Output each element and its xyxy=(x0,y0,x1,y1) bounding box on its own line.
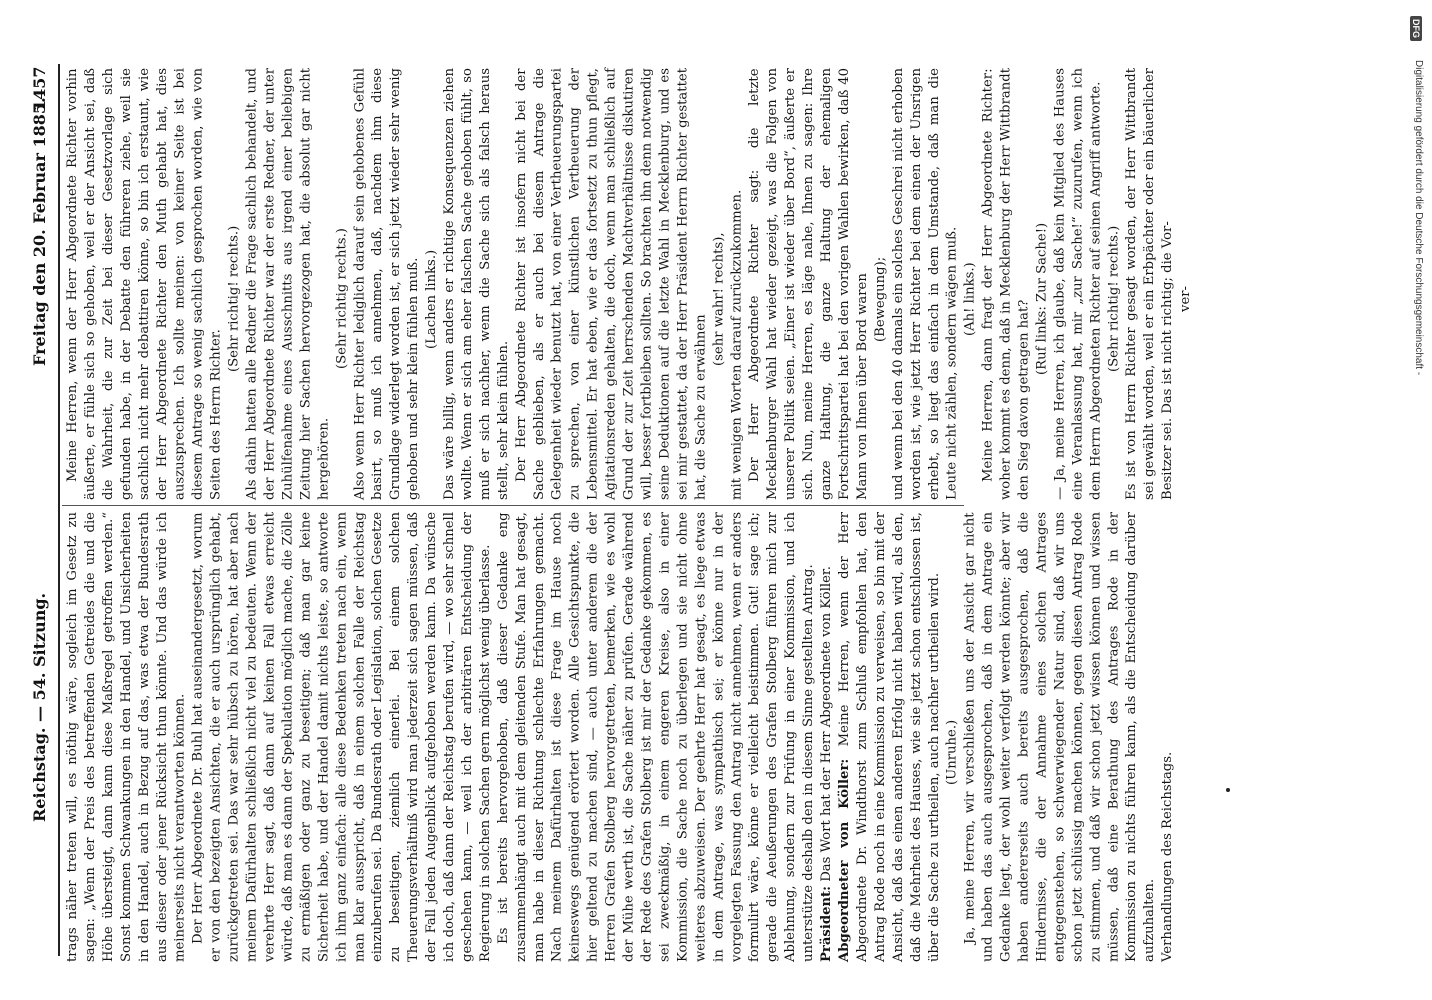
paragraph-text: Das wäre billig, wenn anders er richtige Konsequenzen ziehen wollte. Wenn er sich am eher falschen Sache gehoben fühlt, so muß er sich nachher, wenn die Sache sich als falsch heraus stellt, sehr klein fühlen. xyxy=(442,68,511,500)
paragraph-text: (Unruhe.) xyxy=(944,719,960,785)
paragraph xyxy=(1123,68,1177,500)
paragraph xyxy=(64,68,226,500)
paragraph-text: (Lachen links.) xyxy=(424,249,440,349)
paragraph-text: Verhandlungen des Reichstags. xyxy=(1160,751,1176,962)
paragraph-text: ver- xyxy=(1178,286,1194,313)
paragraph-text: (sehr wahr! rechts), xyxy=(711,232,727,366)
paragraph-text: Der Herr Abgeordnete Richter ist insofern nicht bei der Sache geblieben, als er auch bei diesem Antrage die Gelegenheit wieder benutzt hat, von einer Vertheuerungspartei zu sprechen, von einer künstlichen Vertheuerung der Lebensmittel. Er hat eben, wie er das fortsetzt zu thun pflegt, Agitationsreden gehalten, die doch, wenn man schließlich auf Grund der zur Zeit herrschenden Machtverhältnisse diskutiren will, besser fortbleiben sollten. So brachten ihn denn notwendig seine Deduktionen auf die letzte Wahl in Mecklenburg, und es sei mir gestattet, da der Herr Präsident Herrn Richter gestattet hat, die Sache zu erwähnen xyxy=(513,68,709,500)
speaker-name: Präsident: xyxy=(819,885,835,962)
paragraph-text: Der Herr Abgeordnete Richter sagt: die letzte Mecklenburger Wahl hat wieder gezeigt, was die Folgen von unserer Politik seien. „Einer ist wieder über Bord“, äußerte er sich. Nun, meine Herren, es läge nahe, Ihnen zu sagen: Ihre ganze Haltung, die ganze Haltung der ehemaligen Fortschrittspartei hat bei den vorigen Wahlen bewirken, daß 40 Mann von Ihnen über Bord waren xyxy=(747,68,870,500)
paragraph-text: (Sehr richtig! rechts.) xyxy=(226,225,242,373)
paragraph xyxy=(190,512,495,962)
interjection xyxy=(1033,68,1051,500)
paragraph-text: trags näher treten will, es nöthig wäre, sogleich im Gesetz zu sagen: „Wenn der Preis des betreffenden Getreides die und die Höhe übersteigt, dann kann diese Maßregel getroffen werden.“ Sonst kommen Schwankungen in den Handel, und Unsicherheiten in den Handel, auch in Bezug auf das, was etwa der Bundesrath aus dieser oder jener Rücksicht thun könnte. Und das würde ich meinerseits nicht verantworten können. xyxy=(65,512,188,962)
paragraph xyxy=(746,68,872,500)
speaker-paragraph xyxy=(836,512,944,962)
paragraph-text: Das Wort hat der Herr Abgeordnete von Köller. xyxy=(819,566,835,886)
ink-speck xyxy=(1226,788,1230,792)
paragraph-text: Meine Herren, dann fragt der Herr Abgeordnete Richter: woher kommt es denn, daß in Mecklenburg der Herr Wittbrandt den Sieg davon getragen hat? xyxy=(980,68,1032,500)
paragraph xyxy=(980,68,1034,500)
paragraph-text: Der Herr Abgeordnete Dr. Buhl hat auseinandergesetzt, worum er von den bezeigten Ansichten, die er auch ursprünglich gehabt, zurückgetreten sei. Das war sehr hübsch zu hören, hat aber nach meinem Dafürhalten schließlich nicht viel zu bedeuten. Wenn der verehrte Herr sagt, daß dann auf keinen Fall etwas erreicht würde, daß man es dann der Spekulation möglich mache, die Zölle zu ermäßigen oder ganz zu beseitigen; daß man gar keine Sicherheit habe, und der Handel damit nichts leiste, so antworte ich ihm ganz einfach: alle diese Bedenken treten nach ein, wenn man klar ausspricht, daß in einem solchen Falle der Reichstag einzuberufen sei. Da Bundesrath oder Legislation, solchen Gesetze zu beseitigen, ziemlich einerlei. Bei einem solchen Theuerungsverhältniß wird man jederzeit sich sagen müssen, daß der Fall jeden Augenblick aufgehoben werden kann. Da wünsche ich doch, daß dann der Reichstag berufen wird, — wo sehr schnell geschehen kann, — weil ich der arbiträren Entscheidung der Regierung in solchen Sachen gern möglichst wenig überlasse. xyxy=(190,512,493,962)
speaker-paragraph xyxy=(818,512,836,962)
interjection xyxy=(423,68,441,500)
interjection xyxy=(962,68,980,500)
left-column xyxy=(64,512,1176,962)
paragraph-text: (Sehr richtig! rechts.) xyxy=(1106,225,1122,373)
paragraph xyxy=(64,512,190,962)
paragraph xyxy=(728,68,746,500)
paragraph-text: und wenn bei den 40 damals ein solches Geschrei nicht erhoben worden ist, wie jetzt Herr Richter bei dem einen der Unsrigen erhebt, so liegt das einfach in dem Umstande, daß man die Leute nicht zählen, sondern wägen muß. xyxy=(890,68,960,500)
right-column xyxy=(64,68,1194,500)
paragraph-text: (Bewegung); xyxy=(872,256,888,342)
paragraph-text: Meine Herren, wenn der Herr Abgeordnete Dr. Windthorst zum Schluß empfohlen hat, den Antrag Rode noch in eine Kommission zu verweisen, so bin mit der Ansicht, daß das einen anderen Erfolg nicht haben wird, als den, daß die Mehrheit des Hauses, wie sie jetzt schon entschlossen ist, über die Sache zu urtheilen, auch nachher urtheilen wird. xyxy=(836,512,942,962)
paragraph-text: Es ist bereits hervorgehoben, daß dieser Gedanke eng zusammenhängt auch mit dem gleitenden Stufe. Man hat gesagt, man habe in dieser Richtung schlechte Erfahrungen gemacht. Nach meinem Dafürhalten ist diese Frage im Hause noch keineswegs genügend erörtert worden. Alle Gesichtspunkte, die hier geltend zu machen sind, — auch unter anderem die der Herren Grafen Stolberg hervorgetreten, bemerken, wie es wohl der Mühe werth ist, die Sache näher zu prüfen. Gerade während der Rede des Grafen Stolberg ist mir der Gedanke gekommen, es sei zweckmäßig, in einem engeren Kreise, also in einer Kommission, die Sache noch zu überlegen und sie nicht ohne weiteres abzuweisen. Der geehrte Herr hat gesagt, es liege etwas in dem Antrage, was sympathisch sei; er könne nur in der vorgelegten Fassung den Antrag nicht annehmen, wenn er anders formulirt wäre, könne er vielleicht beistimmen. Gut! sage ich; gerade die Aeußerungen des Grafen Stolberg führen mich zur Ablehnung, sondern zur Prüfung in einer Kommission, und ich unterstütze deshalb den in diesem Sinne gestellten Antrag. xyxy=(495,512,817,962)
dfg-logo: DFG xyxy=(1410,16,1422,41)
paragraph-text: Ja, meine Herren, wir verschließen uns der Ansicht gar nicht und haben das auch ausgesprochen, daß in dem Antrage ein Gedanke liegt, der wohl weiter verfolgt werden könnte; aber wir haben andererseits auch bereits ausgesprochen, daß die Hindernisse, die der Annahme eines solchen Antrages entgegenstehen, so schwerwiegender Natur sind, daß wir uns schon jetzt schlüssig machen können, gegen diesen Antrag Rode zu stimmen, und daß wir schon jetzt wissen können und wissen müssen, daß eine Berathung des Antrages Rode in der Kommission zu nichts führen kann, als die Entscheidung darüber aufzuhalten. xyxy=(962,512,1158,962)
paragraph-text: mit wenigen Worten darauf zurückzukommen. xyxy=(729,189,745,500)
interjection xyxy=(226,68,244,500)
header-rule xyxy=(58,64,60,956)
paragraph-text: — Ja, meine Herren, ich glaube, daß kein Mitglied des Hauses eine Veranlassung hat, mir „zur Sache!“ zuzurufen, wenn ich dem Herrn Abgeordneten Richter auf seinen Angriff antworte. xyxy=(1052,68,1104,500)
paragraph xyxy=(244,68,334,500)
header-left: Reichstag. — 54. Sitzung. xyxy=(30,592,49,822)
paragraph xyxy=(351,68,423,500)
speaker-name: Abgeordneter von Köller: xyxy=(836,758,852,962)
interjection xyxy=(1105,68,1123,500)
paragraph-text: Es ist von Herrn Richter gesagt worden, der Herr Wittbrandt sei gewählt worden, weil er ein Erbpächter oder ein bäuerlicher Besitzer sei. Das ist nicht richtig; die Vor- xyxy=(1124,68,1176,500)
paragraph-text: (Sehr richtig rechts.) xyxy=(334,228,350,370)
paragraph xyxy=(962,512,1159,962)
interjection xyxy=(944,512,962,962)
page-number: 1457 xyxy=(30,66,49,111)
digitization-credit: Digitalisierung gefördert durch die Deutsche Forschungsgemeinschaft - xyxy=(1413,60,1424,376)
paragraph-text: Meine Herren, wenn der Herr Abgeordnete Richter vorhin äußerte, er fühle sich so gehoben, weil er der Ansicht sei, daß die Wahrheit, die zur Zeit bei dieser Gesetzvorlage sich gefunden habe, in der Debatte den führeren ziehe, weil sie sachlich nicht mehr debattiren könne, so bin ich erstaunt, wie der Herr Abgeordnete Richter den Muth gehabt hat, dies auszusprechen. Ich sollte meinen: von keiner Seite ist bei diesem Antrage so wenig sachlich gesprochen worden, wie von Seiten des Herrn Richter. xyxy=(65,68,224,500)
header-right: Freitag den 20. Februar 1885. xyxy=(30,97,49,366)
interjection xyxy=(872,68,890,500)
paragraph xyxy=(1159,512,1177,962)
column-divider xyxy=(62,505,964,506)
paragraph xyxy=(495,512,818,962)
paragraph-text: Also wenn Herr Richter lediglich darauf sein gehobenes Gefühl basirt, so muß ich annehmen, daß, nachdem ihm diese Grundlage widerlegt worden ist, er sich jetzt wieder sehr wenig gehoben und sehr klein fühlen muß. xyxy=(352,68,422,500)
paragraph xyxy=(441,68,513,500)
interjection xyxy=(333,68,351,500)
paragraph-text: (Ruf links: Zur Sache!) xyxy=(1034,222,1050,376)
paragraph xyxy=(1051,68,1105,500)
paragraph xyxy=(513,68,710,500)
paragraph-text: (Ah! links.) xyxy=(962,262,978,336)
paragraph-text: Als dahin hatten alle Redner die Frage sachlich behandelt, und der Herr Abgeordnete Richter war der erste Redner, der unter Zuhülfenahme eines Ausschnitts aus irgend einer beliebigen Zeitung hier Sachen hervorgezogen hat, die absolut gar nicht hergehören. xyxy=(244,68,332,500)
paragraph xyxy=(890,68,962,500)
interjection xyxy=(1177,68,1195,500)
interjection xyxy=(710,68,728,500)
